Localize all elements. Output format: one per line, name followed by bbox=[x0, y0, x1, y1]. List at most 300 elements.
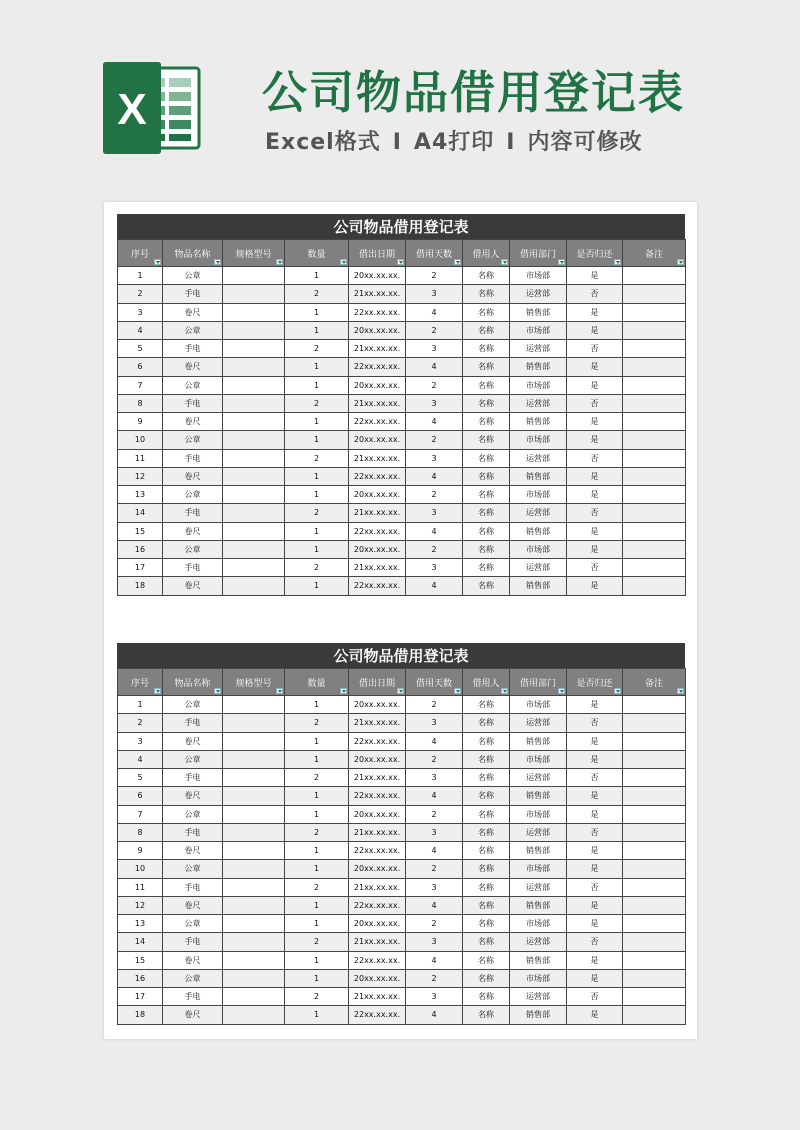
table-cell[interactable]: 名称 bbox=[463, 413, 510, 431]
table-cell[interactable]: 1 bbox=[285, 577, 349, 595]
table-cell[interactable] bbox=[223, 969, 285, 987]
table-cell[interactable] bbox=[623, 540, 686, 558]
table-cell[interactable] bbox=[223, 696, 285, 714]
table-cell[interactable]: 是 bbox=[567, 842, 623, 860]
table-cell[interactable]: 4 bbox=[406, 732, 463, 750]
table-cell[interactable]: 1 bbox=[285, 486, 349, 504]
table-cell[interactable]: 1 bbox=[285, 969, 349, 987]
table-cell[interactable] bbox=[223, 413, 285, 431]
table-cell[interactable]: 3 bbox=[118, 732, 163, 750]
table-cell[interactable]: 名称 bbox=[463, 449, 510, 467]
table-cell[interactable]: 运营部 bbox=[510, 449, 567, 467]
table-cell[interactable]: 22xx.xx.xx. bbox=[349, 358, 406, 376]
table-cell[interactable]: 名称 bbox=[463, 951, 510, 969]
table-cell[interactable]: 名称 bbox=[463, 823, 510, 841]
table-cell[interactable]: 21xx.xx.xx. bbox=[349, 823, 406, 841]
table-cell[interactable]: 4 bbox=[406, 522, 463, 540]
table-cell[interactable]: 名称 bbox=[463, 467, 510, 485]
table-cell[interactable]: 22xx.xx.xx. bbox=[349, 732, 406, 750]
table-cell[interactable] bbox=[223, 358, 285, 376]
filter-dropdown-icon[interactable] bbox=[454, 259, 461, 265]
table-cell[interactable]: 公章 bbox=[163, 860, 223, 878]
table-cell[interactable]: 是 bbox=[567, 431, 623, 449]
table-cell[interactable]: 1 bbox=[118, 267, 163, 285]
table-cell[interactable] bbox=[623, 321, 686, 339]
filter-dropdown-icon[interactable] bbox=[276, 259, 283, 265]
table-cell[interactable]: 手电 bbox=[163, 340, 223, 358]
table-cell[interactable] bbox=[223, 823, 285, 841]
table-cell[interactable]: 手电 bbox=[163, 823, 223, 841]
table-cell[interactable]: 名称 bbox=[463, 504, 510, 522]
table-cell[interactable]: 否 bbox=[567, 823, 623, 841]
table-cell[interactable]: 否 bbox=[567, 340, 623, 358]
table-cell[interactable]: 21xx.xx.xx. bbox=[349, 504, 406, 522]
table-cell[interactable]: 2 bbox=[406, 860, 463, 878]
table-cell[interactable]: 1 bbox=[285, 413, 349, 431]
table-cell[interactable] bbox=[223, 467, 285, 485]
table-cell[interactable]: 名称 bbox=[463, 267, 510, 285]
table-cell[interactable]: 3 bbox=[406, 285, 463, 303]
table-cell[interactable] bbox=[623, 449, 686, 467]
table-cell[interactable]: 是 bbox=[567, 860, 623, 878]
table-cell[interactable]: 20xx.xx.xx. bbox=[349, 750, 406, 768]
table-cell[interactable]: 否 bbox=[567, 285, 623, 303]
filter-dropdown-icon[interactable] bbox=[340, 688, 347, 694]
table-cell[interactable] bbox=[623, 394, 686, 412]
table-cell[interactable]: 21xx.xx.xx. bbox=[349, 285, 406, 303]
table-cell[interactable]: 市场部 bbox=[510, 750, 567, 768]
table-cell[interactable]: 公章 bbox=[163, 805, 223, 823]
table-cell[interactable]: 20xx.xx.xx. bbox=[349, 696, 406, 714]
table-cell[interactable]: 公章 bbox=[163, 321, 223, 339]
table-cell[interactable]: 市场部 bbox=[510, 540, 567, 558]
table-cell[interactable]: 9 bbox=[118, 842, 163, 860]
filter-dropdown-icon[interactable] bbox=[501, 688, 508, 694]
table-cell[interactable]: 是 bbox=[567, 577, 623, 595]
table-cell[interactable]: 6 bbox=[118, 787, 163, 805]
table-cell[interactable]: 6 bbox=[118, 358, 163, 376]
table-cell[interactable]: 12 bbox=[118, 467, 163, 485]
table-cell[interactable]: 卷尺 bbox=[163, 303, 223, 321]
filter-dropdown-icon[interactable] bbox=[154, 259, 161, 265]
table-cell[interactable]: 2 bbox=[406, 486, 463, 504]
table-cell[interactable]: 公章 bbox=[163, 915, 223, 933]
table-cell[interactable] bbox=[623, 577, 686, 595]
table-cell[interactable]: 销售部 bbox=[510, 577, 567, 595]
table-cell[interactable]: 7 bbox=[118, 805, 163, 823]
table-cell[interactable]: 运营部 bbox=[510, 769, 567, 787]
table-cell[interactable]: 7 bbox=[118, 376, 163, 394]
table-cell[interactable]: 4 bbox=[118, 750, 163, 768]
table-cell[interactable]: 3 bbox=[406, 340, 463, 358]
table-cell[interactable]: 名称 bbox=[463, 303, 510, 321]
table-cell[interactable]: 16 bbox=[118, 540, 163, 558]
table-cell[interactable] bbox=[623, 486, 686, 504]
table-cell[interactable]: 22xx.xx.xx. bbox=[349, 413, 406, 431]
table-cell[interactable]: 15 bbox=[118, 522, 163, 540]
table-cell[interactable]: 公章 bbox=[163, 969, 223, 987]
table-cell[interactable]: 卷尺 bbox=[163, 577, 223, 595]
table-cell[interactable]: 卷尺 bbox=[163, 522, 223, 540]
table-cell[interactable] bbox=[223, 449, 285, 467]
table-cell[interactable]: 销售部 bbox=[510, 787, 567, 805]
table-cell[interactable]: 销售部 bbox=[510, 358, 567, 376]
table-cell[interactable]: 公章 bbox=[163, 486, 223, 504]
table-cell[interactable] bbox=[623, 303, 686, 321]
table-cell[interactable]: 名称 bbox=[463, 933, 510, 951]
table-cell[interactable]: 否 bbox=[567, 769, 623, 787]
table-cell[interactable] bbox=[623, 823, 686, 841]
table-cell[interactable] bbox=[223, 915, 285, 933]
table-cell[interactable]: 销售部 bbox=[510, 951, 567, 969]
table-cell[interactable]: 1 bbox=[285, 805, 349, 823]
table-cell[interactable]: 销售部 bbox=[510, 467, 567, 485]
table-cell[interactable]: 2 bbox=[285, 449, 349, 467]
table-cell[interactable]: 卷尺 bbox=[163, 732, 223, 750]
table-cell[interactable]: 1 bbox=[285, 750, 349, 768]
table-cell[interactable]: 20xx.xx.xx. bbox=[349, 431, 406, 449]
table-cell[interactable]: 销售部 bbox=[510, 896, 567, 914]
table-cell[interactable] bbox=[623, 696, 686, 714]
table-cell[interactable]: 2 bbox=[285, 340, 349, 358]
table-cell[interactable]: 16 bbox=[118, 969, 163, 987]
table-cell[interactable]: 4 bbox=[406, 413, 463, 431]
table-cell[interactable] bbox=[623, 860, 686, 878]
table-cell[interactable] bbox=[623, 988, 686, 1006]
table-cell[interactable]: 14 bbox=[118, 504, 163, 522]
table-cell[interactable]: 4 bbox=[406, 1006, 463, 1024]
table-cell[interactable]: 手电 bbox=[163, 449, 223, 467]
table-cell[interactable]: 是 bbox=[567, 750, 623, 768]
table-cell[interactable] bbox=[223, 394, 285, 412]
table-cell[interactable]: 是 bbox=[567, 732, 623, 750]
table-cell[interactable] bbox=[223, 951, 285, 969]
table-cell[interactable]: 5 bbox=[118, 340, 163, 358]
table-cell[interactable]: 卷尺 bbox=[163, 787, 223, 805]
table-cell[interactable]: 是 bbox=[567, 321, 623, 339]
table-cell[interactable]: 2 bbox=[285, 285, 349, 303]
table-cell[interactable]: 销售部 bbox=[510, 732, 567, 750]
table-cell[interactable]: 2 bbox=[406, 915, 463, 933]
table-cell[interactable]: 2 bbox=[285, 394, 349, 412]
table-cell[interactable]: 是 bbox=[567, 1006, 623, 1024]
table-cell[interactable]: 公章 bbox=[163, 431, 223, 449]
table-cell[interactable]: 2 bbox=[406, 540, 463, 558]
table-cell[interactable]: 是 bbox=[567, 540, 623, 558]
table-cell[interactable]: 市场部 bbox=[510, 860, 567, 878]
table-cell[interactable] bbox=[623, 522, 686, 540]
table-cell[interactable]: 名称 bbox=[463, 540, 510, 558]
table-cell[interactable]: 21xx.xx.xx. bbox=[349, 933, 406, 951]
table-cell[interactable]: 市场部 bbox=[510, 486, 567, 504]
table-cell[interactable] bbox=[623, 969, 686, 987]
table-cell[interactable]: 是 bbox=[567, 951, 623, 969]
table-cell[interactable]: 3 bbox=[406, 714, 463, 732]
table-cell[interactable]: 卷尺 bbox=[163, 1006, 223, 1024]
table-cell[interactable]: 20xx.xx.xx. bbox=[349, 969, 406, 987]
table-cell[interactable]: 运营部 bbox=[510, 285, 567, 303]
table-cell[interactable] bbox=[223, 878, 285, 896]
filter-dropdown-icon[interactable] bbox=[614, 259, 621, 265]
table-cell[interactable]: 1 bbox=[285, 860, 349, 878]
table-cell[interactable]: 市场部 bbox=[510, 805, 567, 823]
table-cell[interactable]: 手电 bbox=[163, 559, 223, 577]
table-cell[interactable]: 2 bbox=[285, 878, 349, 896]
table-cell[interactable] bbox=[223, 842, 285, 860]
table-cell[interactable] bbox=[223, 285, 285, 303]
table-cell[interactable]: 名称 bbox=[463, 431, 510, 449]
filter-dropdown-icon[interactable] bbox=[154, 688, 161, 694]
table-cell[interactable]: 名称 bbox=[463, 376, 510, 394]
table-cell[interactable]: 1 bbox=[285, 431, 349, 449]
table-cell[interactable]: 20xx.xx.xx. bbox=[349, 805, 406, 823]
filter-dropdown-icon[interactable] bbox=[558, 259, 565, 265]
filter-dropdown-icon[interactable] bbox=[501, 259, 508, 265]
table-cell[interactable]: 名称 bbox=[463, 805, 510, 823]
table-cell[interactable]: 2 bbox=[285, 559, 349, 577]
table-cell[interactable] bbox=[623, 805, 686, 823]
table-cell[interactable] bbox=[223, 787, 285, 805]
table-cell[interactable]: 11 bbox=[118, 878, 163, 896]
table-cell[interactable]: 公章 bbox=[163, 750, 223, 768]
table-cell[interactable]: 是 bbox=[567, 267, 623, 285]
table-cell[interactable] bbox=[223, 714, 285, 732]
table-cell[interactable] bbox=[623, 358, 686, 376]
table-cell[interactable]: 3 bbox=[406, 988, 463, 1006]
table-cell[interactable]: 21xx.xx.xx. bbox=[349, 340, 406, 358]
filter-dropdown-icon[interactable] bbox=[614, 688, 621, 694]
table-cell[interactable]: 市场部 bbox=[510, 696, 567, 714]
table-cell[interactable]: 2 bbox=[406, 969, 463, 987]
table-cell[interactable]: 2 bbox=[118, 714, 163, 732]
table-cell[interactable]: 2 bbox=[118, 285, 163, 303]
table-cell[interactable]: 1 bbox=[118, 696, 163, 714]
table-cell[interactable] bbox=[623, 376, 686, 394]
table-cell[interactable]: 21xx.xx.xx. bbox=[349, 449, 406, 467]
table-cell[interactable]: 名称 bbox=[463, 787, 510, 805]
table-cell[interactable]: 2 bbox=[406, 750, 463, 768]
table-cell[interactable]: 2 bbox=[285, 988, 349, 1006]
table-cell[interactable]: 名称 bbox=[463, 732, 510, 750]
filter-dropdown-icon[interactable] bbox=[397, 259, 404, 265]
table-cell[interactable]: 名称 bbox=[463, 878, 510, 896]
table-cell[interactable] bbox=[223, 376, 285, 394]
table-cell[interactable] bbox=[223, 340, 285, 358]
table-cell[interactable]: 是 bbox=[567, 915, 623, 933]
filter-dropdown-icon[interactable] bbox=[558, 688, 565, 694]
table-cell[interactable]: 22xx.xx.xx. bbox=[349, 303, 406, 321]
table-cell[interactable]: 4 bbox=[406, 358, 463, 376]
table-cell[interactable]: 名称 bbox=[463, 896, 510, 914]
table-cell[interactable]: 运营部 bbox=[510, 714, 567, 732]
table-cell[interactable]: 名称 bbox=[463, 969, 510, 987]
table-cell[interactable]: 20xx.xx.xx. bbox=[349, 915, 406, 933]
table-cell[interactable]: 手电 bbox=[163, 394, 223, 412]
table-cell[interactable]: 是 bbox=[567, 303, 623, 321]
table-cell[interactable]: 市场部 bbox=[510, 431, 567, 449]
table-cell[interactable]: 否 bbox=[567, 878, 623, 896]
table-cell[interactable]: 4 bbox=[406, 787, 463, 805]
table-cell[interactable]: 公章 bbox=[163, 540, 223, 558]
table-cell[interactable]: 4 bbox=[406, 951, 463, 969]
table-cell[interactable]: 名称 bbox=[463, 340, 510, 358]
table-cell[interactable]: 否 bbox=[567, 933, 623, 951]
table-cell[interactable]: 20xx.xx.xx. bbox=[349, 860, 406, 878]
table-cell[interactable] bbox=[623, 267, 686, 285]
table-cell[interactable]: 运营部 bbox=[510, 878, 567, 896]
table-cell[interactable]: 运营部 bbox=[510, 340, 567, 358]
table-cell[interactable]: 1 bbox=[285, 321, 349, 339]
table-cell[interactable] bbox=[623, 504, 686, 522]
filter-dropdown-icon[interactable] bbox=[340, 259, 347, 265]
table-cell[interactable]: 14 bbox=[118, 933, 163, 951]
table-cell[interactable] bbox=[223, 486, 285, 504]
table-cell[interactable] bbox=[623, 896, 686, 914]
table-cell[interactable] bbox=[223, 504, 285, 522]
table-cell[interactable]: 销售部 bbox=[510, 303, 567, 321]
table-cell[interactable]: 3 bbox=[406, 449, 463, 467]
table-cell[interactable]: 运营部 bbox=[510, 933, 567, 951]
table-cell[interactable]: 2 bbox=[285, 504, 349, 522]
table-cell[interactable]: 22xx.xx.xx. bbox=[349, 842, 406, 860]
table-cell[interactable]: 1 bbox=[285, 896, 349, 914]
table-cell[interactable]: 卷尺 bbox=[163, 467, 223, 485]
table-cell[interactable]: 手电 bbox=[163, 714, 223, 732]
table-cell[interactable]: 11 bbox=[118, 449, 163, 467]
table-cell[interactable]: 名称 bbox=[463, 559, 510, 577]
table-cell[interactable]: 1 bbox=[285, 267, 349, 285]
table-cell[interactable]: 是 bbox=[567, 805, 623, 823]
table-cell[interactable]: 22xx.xx.xx. bbox=[349, 577, 406, 595]
table-cell[interactable]: 否 bbox=[567, 988, 623, 1006]
table-cell[interactable] bbox=[223, 1006, 285, 1024]
table-cell[interactable] bbox=[223, 860, 285, 878]
table-cell[interactable]: 17 bbox=[118, 559, 163, 577]
table-cell[interactable]: 1 bbox=[285, 951, 349, 969]
table-cell[interactable]: 手电 bbox=[163, 504, 223, 522]
table-cell[interactable]: 13 bbox=[118, 915, 163, 933]
table-cell[interactable]: 否 bbox=[567, 394, 623, 412]
table-cell[interactable]: 1 bbox=[285, 467, 349, 485]
table-cell[interactable]: 市场部 bbox=[510, 267, 567, 285]
table-cell[interactable]: 名称 bbox=[463, 988, 510, 1006]
table-cell[interactable]: 名称 bbox=[463, 860, 510, 878]
table-cell[interactable] bbox=[223, 559, 285, 577]
table-cell[interactable]: 市场部 bbox=[510, 376, 567, 394]
table-cell[interactable] bbox=[623, 732, 686, 750]
table-cell[interactable]: 2 bbox=[406, 696, 463, 714]
table-cell[interactable]: 是 bbox=[567, 787, 623, 805]
table-cell[interactable]: 手电 bbox=[163, 285, 223, 303]
table-cell[interactable]: 22xx.xx.xx. bbox=[349, 896, 406, 914]
table-cell[interactable]: 4 bbox=[118, 321, 163, 339]
table-cell[interactable]: 1 bbox=[285, 915, 349, 933]
table-cell[interactable] bbox=[623, 559, 686, 577]
table-cell[interactable]: 否 bbox=[567, 449, 623, 467]
filter-dropdown-icon[interactable] bbox=[397, 688, 404, 694]
table-cell[interactable]: 名称 bbox=[463, 696, 510, 714]
table-cell[interactable]: 1 bbox=[285, 522, 349, 540]
table-cell[interactable]: 卷尺 bbox=[163, 358, 223, 376]
table-cell[interactable]: 否 bbox=[567, 714, 623, 732]
table-cell[interactable]: 1 bbox=[285, 787, 349, 805]
table-cell[interactable]: 市场部 bbox=[510, 915, 567, 933]
table-cell[interactable]: 1 bbox=[285, 1006, 349, 1024]
table-cell[interactable]: 卷尺 bbox=[163, 842, 223, 860]
table-cell[interactable]: 名称 bbox=[463, 358, 510, 376]
table-cell[interactable] bbox=[223, 431, 285, 449]
table-cell[interactable]: 3 bbox=[406, 559, 463, 577]
table-cell[interactable] bbox=[223, 321, 285, 339]
table-cell[interactable]: 是 bbox=[567, 696, 623, 714]
table-cell[interactable]: 否 bbox=[567, 504, 623, 522]
table-cell[interactable]: 3 bbox=[406, 769, 463, 787]
table-cell[interactable]: 3 bbox=[406, 823, 463, 841]
table-cell[interactable] bbox=[623, 1006, 686, 1024]
table-cell[interactable]: 15 bbox=[118, 951, 163, 969]
table-cell[interactable] bbox=[223, 267, 285, 285]
table-cell[interactable]: 4 bbox=[406, 842, 463, 860]
table-cell[interactable]: 21xx.xx.xx. bbox=[349, 394, 406, 412]
table-cell[interactable]: 8 bbox=[118, 823, 163, 841]
table-cell[interactable]: 名称 bbox=[463, 285, 510, 303]
table-cell[interactable]: 20xx.xx.xx. bbox=[349, 267, 406, 285]
filter-dropdown-icon[interactable] bbox=[214, 688, 221, 694]
table-cell[interactable]: 是 bbox=[567, 969, 623, 987]
table-cell[interactable]: 2 bbox=[406, 805, 463, 823]
table-cell[interactable] bbox=[623, 431, 686, 449]
table-cell[interactable]: 名称 bbox=[463, 577, 510, 595]
table-cell[interactable]: 名称 bbox=[463, 321, 510, 339]
table-cell[interactable]: 1 bbox=[285, 376, 349, 394]
table-cell[interactable]: 10 bbox=[118, 431, 163, 449]
table-cell[interactable] bbox=[223, 577, 285, 595]
table-cell[interactable]: 18 bbox=[118, 1006, 163, 1024]
table-cell[interactable]: 20xx.xx.xx. bbox=[349, 321, 406, 339]
table-cell[interactable]: 运营部 bbox=[510, 504, 567, 522]
table-cell[interactable]: 卷尺 bbox=[163, 896, 223, 914]
table-cell[interactable]: 13 bbox=[118, 486, 163, 504]
table-cell[interactable] bbox=[623, 878, 686, 896]
table-cell[interactable]: 2 bbox=[406, 321, 463, 339]
table-cell[interactable]: 2 bbox=[285, 714, 349, 732]
table-cell[interactable] bbox=[623, 951, 686, 969]
table-cell[interactable]: 是 bbox=[567, 376, 623, 394]
table-cell[interactable] bbox=[223, 732, 285, 750]
table-cell[interactable]: 名称 bbox=[463, 750, 510, 768]
table-cell[interactable] bbox=[623, 750, 686, 768]
table-cell[interactable] bbox=[223, 750, 285, 768]
table-cell[interactable]: 名称 bbox=[463, 486, 510, 504]
table-cell[interactable]: 1 bbox=[285, 732, 349, 750]
table-cell[interactable]: 手电 bbox=[163, 933, 223, 951]
table-cell[interactable]: 运营部 bbox=[510, 559, 567, 577]
table-cell[interactable]: 3 bbox=[406, 504, 463, 522]
table-cell[interactable]: 卷尺 bbox=[163, 413, 223, 431]
table-cell[interactable] bbox=[223, 540, 285, 558]
table-cell[interactable]: 1 bbox=[285, 696, 349, 714]
table-cell[interactable]: 名称 bbox=[463, 714, 510, 732]
table-cell[interactable]: 3 bbox=[118, 303, 163, 321]
table-cell[interactable]: 5 bbox=[118, 769, 163, 787]
table-cell[interactable]: 公章 bbox=[163, 696, 223, 714]
table-cell[interactable]: 8 bbox=[118, 394, 163, 412]
table-cell[interactable]: 4 bbox=[406, 467, 463, 485]
table-cell[interactable]: 销售部 bbox=[510, 842, 567, 860]
table-cell[interactable]: 公章 bbox=[163, 376, 223, 394]
table-cell[interactable]: 1 bbox=[285, 303, 349, 321]
table-cell[interactable]: 21xx.xx.xx. bbox=[349, 988, 406, 1006]
